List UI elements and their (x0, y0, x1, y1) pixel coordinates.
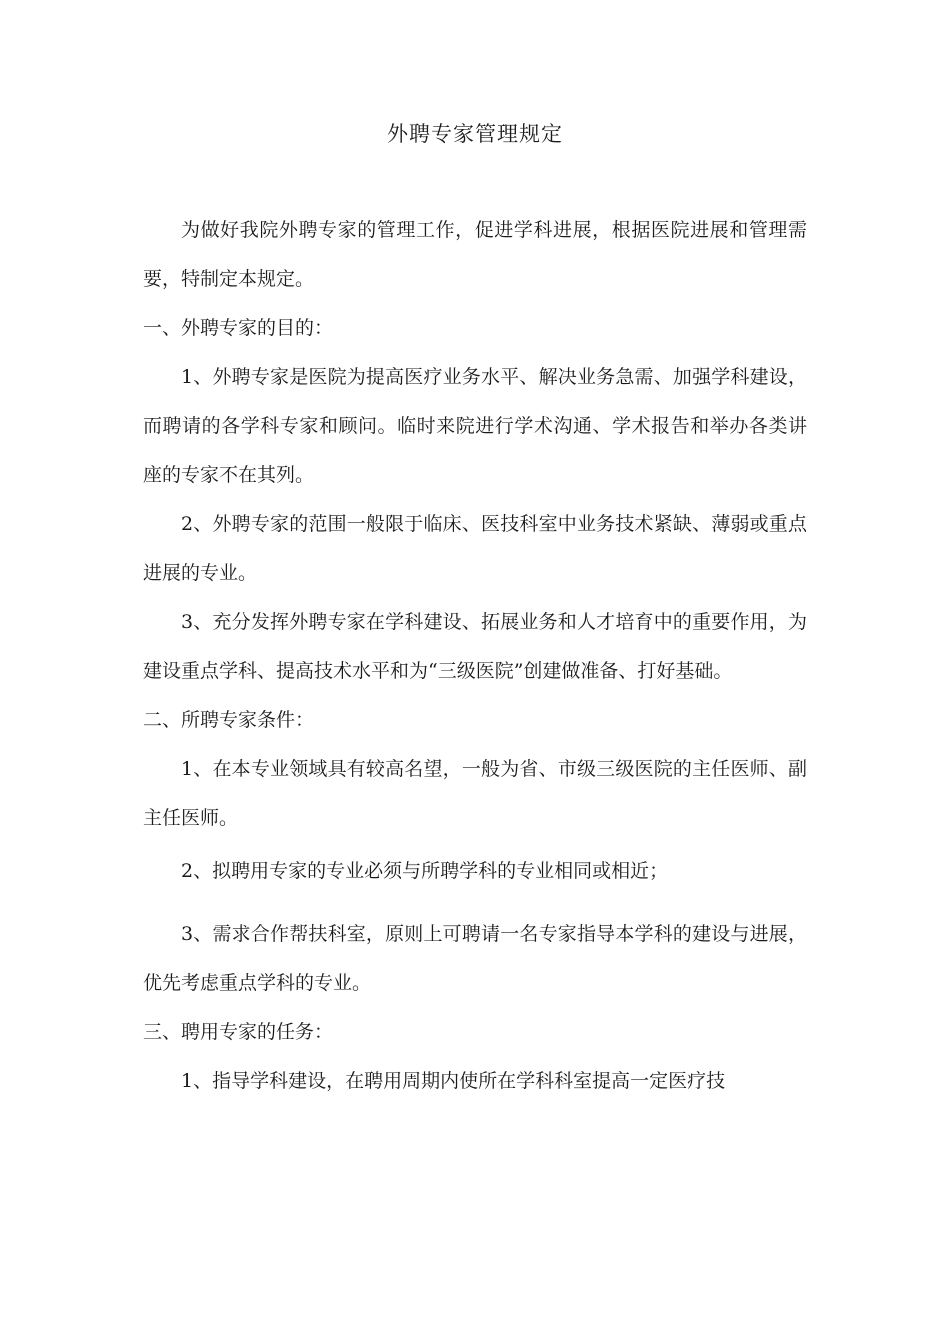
section-heading-conditions: 二、所聘专家条件： (143, 709, 315, 731)
purpose-item-3: 3、充分发挥外聘专家在学科建设、拓展业务和人才培育中的重要作用，为建设重点学科、提高技术水平和为“三级医院”创建做准备、打好基础。 (143, 611, 807, 682)
document-body (143, 206, 807, 1106)
conditions-item-2: 2、拟聘用专家的专业必须与所聘学科的专业相同或相近； (181, 860, 669, 882)
document-title: 外聘专家管理规定 (387, 122, 563, 146)
section-heading-tasks: 三、聘用专家的任务： (143, 1021, 334, 1043)
section-heading-purpose: 一、外聘专家的目的： (143, 317, 334, 339)
tasks-item-1: 1、指导学科建设，在聘用周期内使所在学科科室提高一定医疗技 (181, 1070, 726, 1092)
purpose-item-2: 2、外聘专家的范围一般限于临床、医技科室中业务技术紧缺、薄弱或重点进展的专业。 (143, 513, 807, 584)
conditions-item-3: 3、需求合作帮扶科室，原则上可聘请一名专家指导本学科的建设与进展，优先考虑重点学科的专业。 (143, 923, 807, 994)
intro-paragraph: 为做好我院外聘专家的管理工作，促进学科进展，根据医院进展和管理需要，特制定本规定。 (143, 219, 807, 290)
conditions-item-1: 1、在本专业领域具有较高名望，一般为省、市级三级医院的主任医师、副主任医师。 (143, 758, 807, 829)
purpose-item-1: 1、外聘专家是医院为提高医疗业务水平、解决业务急需、加强学科建设，而聘请的各学科专家和顾问。临时来院进行学术沟通、学术报告和举办各类讲座的专家不在其列。 (143, 366, 807, 486)
